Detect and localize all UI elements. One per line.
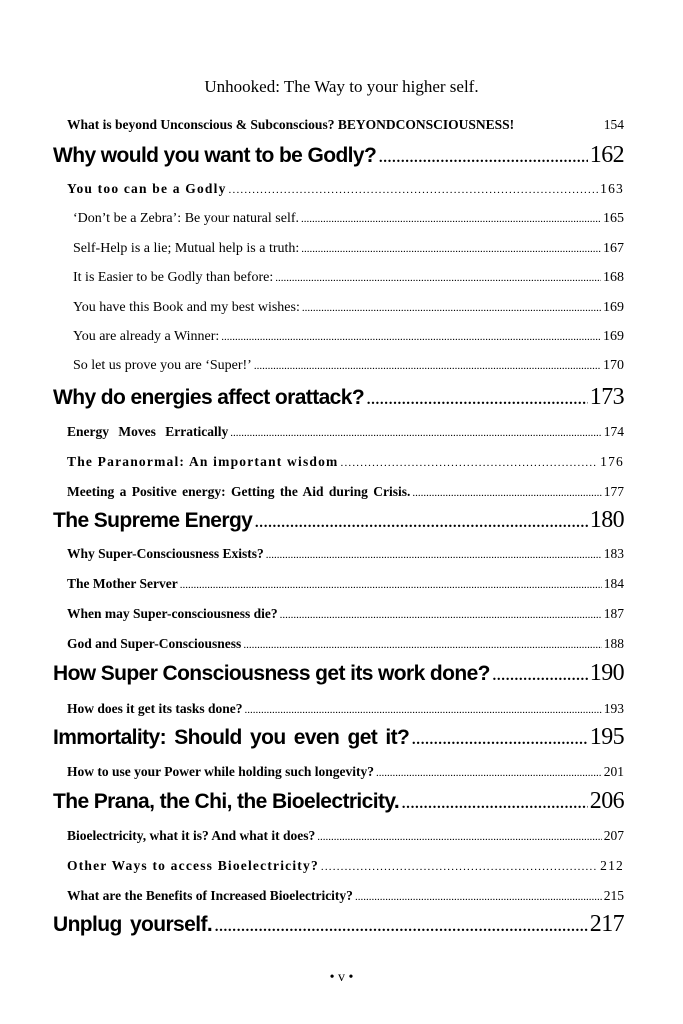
- toc-subentry[interactable]: [73, 300, 624, 320]
- toc-chapter[interactable]: [53, 724, 624, 756]
- toc-chapter[interactable]: [53, 507, 624, 539]
- toc-entry-title: Bioelectricity, what it is? And what it does?: [67, 828, 316, 843]
- toc-entry-title: You too can be a Godly: [67, 181, 227, 196]
- toc-entry-title: How does it get its tasks done?: [67, 701, 243, 716]
- toc-subentry[interactable]: [73, 211, 624, 231]
- toc-entry-page: 184: [603, 576, 624, 591]
- toc-entry-page: 174: [603, 424, 624, 439]
- leader-dots: [221, 331, 601, 343]
- toc-chapter[interactable]: [53, 142, 624, 174]
- toc-entry[interactable]: [67, 454, 624, 474]
- toc-subentry-title: ‘Don’t be a Zebra’: Be your natural self.: [73, 211, 299, 226]
- toc-chapter-title: Why would you want to be Godly?: [53, 144, 377, 167]
- toc-entry-title: What is beyond Unconscious & Subconscious? BEYONDCONSCIOUSNESS!: [67, 117, 515, 132]
- toc-entry[interactable]: [67, 888, 624, 908]
- page-number: • v •: [329, 970, 354, 985]
- leader-dots: [230, 427, 602, 439]
- toc-entry-page: 176: [600, 454, 624, 469]
- toc-chapter-title: The Supreme Energy: [53, 509, 253, 532]
- leader-dots: [321, 861, 598, 873]
- leader-dots: [266, 549, 602, 561]
- toc-entry-page: 212: [600, 858, 624, 873]
- toc-chapter-page: 206: [589, 788, 624, 814]
- leader-dots: [229, 184, 599, 196]
- toc-entry-title: How to use your Power while holding such longevity?: [67, 764, 375, 779]
- toc-chapter-title: Unplug yourself.: [53, 913, 213, 936]
- toc-entry-title: Energy Moves Erratically: [67, 424, 229, 439]
- toc-chapter[interactable]: [53, 911, 624, 943]
- leader-dots: [254, 360, 601, 372]
- toc-subentry-page: 167: [603, 241, 624, 256]
- toc-entry[interactable]: [67, 117, 624, 137]
- toc-entry-title: Meeting a Positive energy: Getting the Aid during Crisis.: [67, 484, 411, 499]
- toc-chapter-page: 180: [589, 507, 624, 533]
- toc-entry[interactable]: [67, 606, 624, 626]
- leader-dots: [341, 457, 599, 469]
- toc-subentry-page: 169: [603, 329, 624, 344]
- toc-subentry[interactable]: [73, 358, 624, 378]
- toc-entry-page: 193: [603, 701, 624, 716]
- toc-entry-page: 207: [603, 828, 624, 843]
- leader-dots: [275, 272, 601, 284]
- toc-chapter[interactable]: [53, 660, 624, 692]
- toc-subentry-title: You have this Book and my best wishes:: [73, 300, 300, 315]
- leader-dots: [376, 767, 602, 779]
- toc-entry-title: Why Super-Consciousness Exists?: [67, 546, 264, 561]
- toc-entry-title: The Mother Server: [67, 576, 178, 591]
- toc-chapter-page: 162: [589, 142, 624, 168]
- toc-subentry-page: 168: [603, 270, 624, 285]
- toc-chapter-title: The Prana, the Chi, the Bioelectricity.: [53, 790, 400, 813]
- toc-entry-title: God and Super-Consciousness: [67, 636, 242, 651]
- toc-entry[interactable]: [67, 701, 624, 721]
- leader-dots: [317, 831, 602, 843]
- toc-chapter-title: Why do energies affect orattack?: [53, 386, 365, 409]
- toc-subentry[interactable]: [73, 241, 624, 261]
- leader-dots: [355, 891, 602, 903]
- leader-dots: [492, 663, 588, 686]
- toc-entry[interactable]: [67, 576, 624, 596]
- leader-dots: [180, 579, 602, 591]
- toc-chapter[interactable]: [53, 788, 624, 820]
- leader-dots: [401, 791, 588, 814]
- leader-dots: [302, 302, 601, 314]
- leader-dots: [214, 914, 588, 937]
- leader-dots: [301, 243, 601, 255]
- leader-dots: [301, 213, 601, 225]
- toc-chapter-title: Immortality: Should you even get it?: [53, 726, 410, 749]
- toc-chapter-page: 190: [589, 660, 624, 686]
- toc-entry[interactable]: [67, 828, 624, 848]
- toc-entry-page: 215: [603, 888, 624, 903]
- toc-entry-title: Other Ways to access Bioelectricity?: [67, 858, 319, 873]
- toc-entry[interactable]: [67, 484, 624, 504]
- toc-subentry-page: 165: [603, 211, 624, 226]
- toc-chapter-page: 195: [589, 724, 624, 750]
- toc-subentry-title: Self-Help is a lie; Mutual help is a truth:: [73, 241, 300, 256]
- toc-entry-page: 201: [603, 764, 624, 779]
- running-header: Unhooked: The Way to your higher self.: [204, 77, 479, 96]
- toc-entry[interactable]: [67, 181, 624, 201]
- toc-chapter-title: How Super Consciousness get its work done?: [53, 662, 490, 685]
- leader-dots: [243, 639, 601, 651]
- leader-dots: [280, 609, 602, 621]
- toc-chapter[interactable]: [53, 384, 624, 416]
- toc-entry-title: What are the Benefits of Increased Bioelectricity?: [67, 888, 353, 903]
- toc-subentry[interactable]: [73, 270, 624, 290]
- leader-dots: [254, 510, 588, 533]
- leader-dots: [245, 704, 602, 716]
- toc-entry-page: 163: [600, 181, 624, 196]
- toc-entry[interactable]: [67, 424, 624, 444]
- toc-chapter-page: 217: [589, 911, 624, 937]
- leader-dots: [411, 727, 588, 750]
- toc-subentry-title: It is Easier to be Godly than before:: [73, 270, 274, 285]
- toc-subentry[interactable]: [73, 329, 624, 349]
- toc-entry[interactable]: [67, 636, 624, 656]
- toc-entry[interactable]: [67, 764, 624, 784]
- toc-subentry-page: 169: [603, 300, 624, 315]
- toc-subentry-title: You are already a Winner:: [73, 329, 220, 344]
- toc-subentry-title: So let us prove you are ‘Super!’: [73, 358, 252, 373]
- toc-subentry-page: 170: [603, 358, 624, 373]
- toc-entry-title: When may Super-consciousness die?: [67, 606, 278, 621]
- toc-chapter-page: 173: [589, 384, 624, 410]
- leader-dots: [412, 487, 601, 499]
- toc-entry-title: The Paranormal: An important wisdom: [67, 454, 339, 469]
- toc-entry-page: 187: [603, 606, 624, 621]
- toc-entry[interactable]: [67, 858, 624, 878]
- toc-entry-page: 177: [603, 484, 624, 499]
- toc-entry[interactable]: [67, 546, 624, 566]
- toc-entry-page: 154: [603, 117, 624, 132]
- toc-entry-page: 188: [603, 636, 624, 651]
- toc-entry-page: 183: [603, 546, 624, 561]
- leader-dots: [378, 145, 588, 168]
- leader-dots: [366, 387, 588, 410]
